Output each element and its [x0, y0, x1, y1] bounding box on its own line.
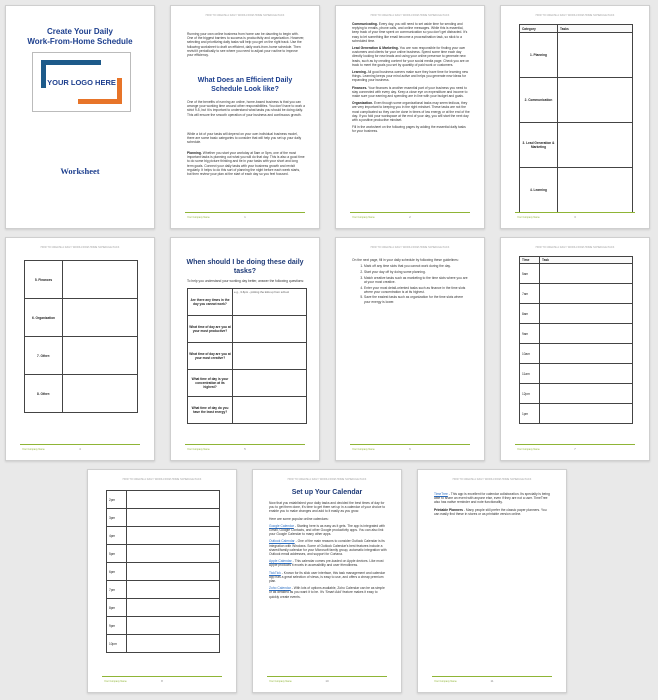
task-cell[interactable] — [63, 375, 138, 413]
page-number: 5 — [244, 447, 246, 451]
lead-paragraph — [352, 46, 470, 67]
page-2-body — [352, 22, 470, 134]
page-cover — [5, 5, 155, 229]
time-cell: 7pm — [107, 581, 127, 599]
calendar-link[interactable]: Outlook Calendar — [269, 539, 295, 544]
questions-table — [187, 288, 307, 424]
section-heading: What Does an Efficient Daily Schedule Look like? — [197, 77, 293, 93]
footer-company: Your Company Name — [269, 680, 292, 683]
answer-cell[interactable] — [233, 289, 307, 316]
schedule-task-cell[interactable] — [127, 635, 220, 653]
category-cell: 4. Learning — [520, 168, 558, 213]
page-number: 6 — [409, 447, 411, 451]
time-cell: 11am — [520, 364, 540, 384]
schedule-task-cell[interactable] — [127, 509, 220, 527]
guideline-item: 5. Save the easiest tasks such as organization for the time slots where your energy is lower. — [364, 295, 470, 303]
footer-company: Your Company Name — [187, 448, 210, 451]
organization-label: Organization. — [352, 101, 374, 106]
page-5 — [170, 237, 320, 461]
communicating-paragraph — [352, 22, 470, 43]
page-2 — [335, 5, 485, 229]
question-cell: Are there any times in the day you cannot work? — [188, 289, 233, 316]
page-6 — [335, 237, 485, 461]
page-3 — [500, 5, 650, 229]
footer-company: Your Company Name — [22, 448, 45, 451]
page-number: 4 — [79, 447, 81, 451]
page-header: HOW TO CREATE A DAILY WORK-FROM-HOME SCHEDULE PACK — [122, 478, 202, 481]
planning-text: Whether you start your workday at 5am or 5pm, one of the most important tasks is planning out what you will do that day. This is also a good time to do some big picture thinking and tie in your tasks with your short and long term goals. Connect your daily tasks with your business growth and revisit regularly. It helps to do this sort of planning the night before each week starts, but then review your plan at the start of each day so you feel focused. — [187, 151, 305, 177]
category-cell: 8. Other: — [25, 375, 63, 413]
organization-text: Even though some organizational tasks may seem tedious, they are very important to keeping you in the right mindset. These tasks are not the most complicated so they can be done in times of low energy or at the end of the day. If you fold your workspace at the end of your day, you will start the next day with a positive productive mindset. — [352, 101, 470, 123]
time-cell: 12pm — [520, 384, 540, 404]
footer-company: Your Company Name — [352, 448, 375, 451]
answer-cell[interactable] — [233, 370, 307, 397]
page-6-body — [352, 258, 470, 305]
footer-company: Your Company Name — [352, 216, 375, 219]
guidelines-intro: On the next page, fill in your daily schedule by following these guidelines: — [352, 258, 459, 262]
answer-cell[interactable] — [233, 316, 307, 343]
question-cell: What time of day is your concentration at its highest? — [188, 370, 233, 397]
page-8 — [87, 469, 237, 693]
calendar-desc: - With lots of options available, Zoho Calendar can be as simple or as detailed as you want it to be. It's 'Smart Add' feature makes it easy to quickly create events. — [269, 586, 385, 599]
guideline-item: 3. Match creative tasks such as marketing to the time slots where you are at your most creative. — [364, 276, 470, 284]
page-header: HOW TO CREATE A DAILY WORK-FROM-HOME SCHEDULE PACK — [370, 14, 450, 17]
footer-rule — [267, 676, 387, 677]
calendar-item — [434, 508, 552, 516]
column-header-category: Category — [520, 25, 558, 33]
page-number: 2 — [409, 215, 411, 219]
intro-paragraph: Running your own online business from home can be daunting to begin with. One of the biggest barriers to success is productivity and organization. However, selecting and prioritizing daily tasks will help you get on the right track. Use the following worksheet to draft an efficient, daily work-from-home schedule. Then revisit it periodically to see where you need to adjust your routine to improve your efficiency. — [187, 32, 305, 58]
page-4 — [5, 237, 155, 461]
guideline-item: 4. Enter your most detail-oriented tasks such as finance in the time slots where your concentration is at its highest. — [364, 286, 470, 294]
time-cell: 10am — [520, 344, 540, 364]
page-header: HOW TO CREATE A DAILY WORK-FROM-HOME SCHEDULE PACK — [40, 246, 120, 249]
calendar-section — [269, 501, 387, 602]
learning-text: All good business owners make sure they have time for learning new things. Learning keeps your mind active and helps you generate new ideas for expanding your business. — [352, 70, 469, 83]
calendar-desc: - Known for its slick user interface, this task management and calendar app has a great selection of views, is easy to use, and offers a cheap premium plan. — [269, 570, 386, 584]
logo-placeholder — [32, 52, 131, 112]
time-cell: 6pm — [107, 563, 127, 581]
question-cell: What time of day are you at your most productive? — [188, 316, 233, 343]
time-cell: 9pm — [107, 617, 127, 635]
task-cell[interactable] — [558, 33, 633, 78]
answer-cell[interactable] — [233, 343, 307, 370]
body-paragraph-2: While a lot of your tasks will depend on your own individual business model, there are some basic categories to consider that will help you set up your daily schedule. — [187, 132, 302, 145]
section-heading: When should I be doing these daily tasks? — [186, 259, 304, 275]
time-cell: 7am — [520, 284, 540, 304]
page-number: 1 — [244, 215, 246, 219]
category-cell: 6. Organization — [25, 299, 63, 337]
page-number: 10 — [325, 679, 329, 683]
footer-rule — [102, 676, 222, 677]
page-number: 7 — [574, 447, 576, 451]
page-header: HOW TO CREATE A DAILY WORK-FROM-HOME SCHEDULE PACK — [535, 246, 615, 249]
time-cell: 8am — [520, 304, 540, 324]
schedule-task-cell[interactable] — [540, 364, 633, 384]
footer-rule — [185, 212, 305, 213]
footer-rule — [350, 212, 470, 213]
logo-accent-orange — [78, 99, 122, 104]
task-cell[interactable] — [558, 168, 633, 213]
organization-paragraph — [352, 101, 470, 122]
footer-rule — [350, 444, 470, 445]
cover-subtitle: Worksheet — [60, 166, 100, 176]
footer-company: Your Company Name — [187, 216, 210, 219]
calendar-desc: - This app is excellent for calendar collaboration. Its specialty is being able to share an event with anyone else, even if they are not a user. TimeTree also has native reminder and note functionality. — [434, 492, 550, 505]
question-cell: What time of day do you have the least energy? — [188, 397, 233, 424]
page-7 — [500, 237, 650, 461]
task-cell[interactable] — [63, 337, 138, 375]
calendar-desc: - One of the main reasons to consider Outlook Calendar is its integration with Windows. Some of Outlook Calendar's best features include a shared/family calendar for your Microsoft family group, automatic integration with Outlook email addresses, and support for Cortana. — [269, 539, 387, 557]
communicating-label: Communicating. — [352, 22, 378, 26]
category-cell: 5. Finances — [25, 261, 63, 299]
answer-cell[interactable] — [233, 397, 307, 424]
schedule-task-cell[interactable] — [127, 581, 220, 599]
guideline-item: 2. Start your day off by doing some planning. — [364, 270, 470, 274]
page-header: HOW TO CREATE A DAILY WORK-FROM-HOME SCHEDULE PACK — [452, 478, 532, 481]
logo-text: YOUR LOGO HERE — [47, 78, 116, 87]
page-header: HOW TO CREATE A DAILY WORK-FROM-HOME SCHEDULE PACK — [205, 14, 285, 17]
body-paragraph-1: One of the benefits of running an online, home-based business is that you can arrange your working time around other responsibilities. You don't have to work a strict 9-5, but it is important to understand what tasks you should be doing daily. This will ensure the smooth operation of your business and continuous growth. — [187, 100, 305, 117]
task-cell[interactable] — [63, 261, 138, 299]
page-number: 3 — [574, 215, 576, 219]
schedule-table-continued — [106, 490, 220, 653]
calendar-subheading: Here are some popular online calendars: — [269, 516, 329, 521]
calendar-item — [269, 559, 387, 567]
learning-label: Learning. — [352, 70, 367, 75]
schedule-task-cell[interactable] — [540, 344, 633, 364]
schedule-task-cell[interactable] — [127, 491, 220, 509]
calendar-desc: - Starting here is as easy as it gets. The app is integrated with Gmail, Google Contacts, and other Google productivity apps. You can also link your Google Calendar to many other apps. — [269, 523, 385, 537]
calendar-item — [434, 492, 552, 505]
schedule-task-cell[interactable] — [127, 545, 220, 563]
time-cell: 3pm — [107, 509, 127, 527]
footer-rule — [185, 444, 305, 445]
schedule-task-cell[interactable] — [540, 324, 633, 344]
schedule-task-cell[interactable] — [127, 527, 220, 545]
category-cell: 7. Other: — [25, 337, 63, 375]
learning-paragraph — [352, 70, 470, 83]
calendar-item — [269, 539, 387, 556]
page-number: 11 — [490, 679, 494, 683]
footer-company: Your Company Name — [517, 448, 540, 451]
schedule-task-cell[interactable] — [127, 617, 220, 635]
footer-rule — [515, 212, 635, 213]
lead-label: Lead Generation & Marketing. — [352, 46, 399, 51]
calendar-item — [269, 524, 387, 537]
time-cell: 5am — [520, 264, 540, 284]
page-header: HOW TO CREATE A DAILY WORK-FROM-HOME SCHEDULE PACK — [370, 246, 450, 249]
finances-text: Your finances is another essential part of your business you need to stay connected with every day. Keep a close eye on expenditure and income to make sure your earning and spending are in line with your budget and goals. — [352, 85, 468, 99]
lead-text: You are now responsible for finding your own customers and clients for your online business. Spend some time each day directly looking for new leads and using your online presence to generate new leads, such as by creating content for your social media page. Check you are on track to meet the goals you set by quantity of paid work or customers. — [352, 46, 470, 67]
footer-company: Your Company Name — [517, 216, 540, 219]
time-cell: 1pm — [520, 404, 540, 424]
page-header: HOW TO CREATE A DAILY WORK-FROM-HOME SCHEDULE PACK — [535, 14, 615, 17]
cover-title-line1: Create Your Daily — [47, 27, 113, 36]
closing-paragraph: Fill in the worksheet on the following pages by adding the essential daily tasks for your business. — [352, 125, 466, 134]
calendar-desc: - Many people still prefer the classic paper planners. You can easily find these in stores or as printable version online. — [434, 507, 547, 516]
task-cell[interactable] — [558, 123, 633, 168]
calendar-link[interactable]: TickTick — [269, 570, 281, 575]
page-number: 8 — [161, 679, 163, 683]
calendar-item — [269, 571, 387, 584]
time-cell: 8pm — [107, 599, 127, 617]
category-cell: 3. Lead Generation & Marketing — [520, 123, 558, 168]
footer-company: Your Company Name — [434, 680, 457, 683]
calendar-link[interactable]: Zoho Calendar — [269, 586, 291, 591]
page-9 — [252, 469, 402, 693]
category-cell: 1. Planning — [520, 33, 558, 78]
schedule-task-cell[interactable] — [127, 599, 220, 617]
calendar-link[interactable]: Google Calendar — [269, 523, 294, 528]
column-header-time: Time — [520, 257, 540, 264]
category-cell: 2. Communication — [520, 78, 558, 123]
schedule-task-cell[interactable] — [540, 264, 633, 284]
planning-paragraph — [187, 151, 305, 176]
calendar-desc: - This calendar comes pre-loaded on Apple devices. Like most Apple products it excels in accessibility and user friendliness. — [269, 559, 384, 568]
communicating-text: Every day, you will need to set aside time for sending and replying to emails, phone calls, and online messages. While this is essential, keep track of your time spent on communication so you don't get distracted. It's easy to let something like email become a procrastination task, so stick to a scheduled time. — [352, 22, 468, 43]
column-header-task: Task — [540, 257, 633, 264]
calendar-item — [269, 586, 387, 599]
task-cell[interactable] — [63, 299, 138, 337]
logo-accent-blue — [41, 60, 101, 65]
finances-label: Finances. — [352, 85, 368, 90]
questions-intro: To help you understand your working day better, answer the following questions: — [187, 279, 304, 283]
schedule-task-cell[interactable] — [540, 284, 633, 304]
calendar-link[interactable]: TimeTree — [434, 492, 448, 496]
time-cell: 2pm — [107, 491, 127, 509]
schedule-table — [519, 256, 633, 424]
guideline-item: 1. Mark off any time slots that you cannot work during the day. — [364, 264, 470, 268]
calendar-intro: Now that you established your daily tasks and decided the best times of day for you to get them done, it's time to get them set up in a calendar of your choice to enable you to make changes and add to it easily as you grow. — [269, 501, 386, 514]
time-cell: 10pm — [107, 635, 127, 653]
finances-paragraph — [352, 86, 470, 99]
task-cell[interactable] — [558, 78, 633, 123]
footer-rule — [20, 444, 140, 445]
calendar-item-label: Printable Planners — [434, 507, 463, 512]
page-header: HOW TO CREATE A DAILY WORK-FROM-HOME SCHEDULE PACK — [287, 478, 367, 481]
example-answer: e.g., 3-6pm - picking the kids up from school — [234, 290, 289, 294]
footer-rule — [515, 444, 635, 445]
category-task-table — [519, 24, 633, 213]
page-1 — [170, 5, 320, 229]
footer-rule — [432, 676, 552, 677]
question-cell: What time of day are you at your most creative? — [188, 343, 233, 370]
schedule-task-cell[interactable] — [127, 563, 220, 581]
time-cell: 5pm — [107, 545, 127, 563]
footer-company: Your Company Name — [104, 680, 127, 683]
schedule-task-cell[interactable] — [540, 384, 633, 404]
schedule-task-cell[interactable] — [540, 404, 633, 424]
cover-title-line2: Work-From-Home Schedule — [27, 37, 133, 46]
category-task-table-continued — [24, 260, 138, 413]
time-cell: 9am — [520, 324, 540, 344]
section-heading: Set up Your Calendar — [291, 489, 363, 496]
guidelines-list — [352, 264, 470, 304]
calendar-link[interactable]: Apple Calendar — [269, 559, 292, 564]
column-header-tasks: Tasks — [558, 25, 633, 33]
schedule-task-cell[interactable] — [540, 304, 633, 324]
planning-label: Planning. — [187, 151, 202, 155]
calendar-section-continued — [434, 492, 552, 519]
page-10 — [417, 469, 567, 693]
time-cell: 4pm — [107, 527, 127, 545]
